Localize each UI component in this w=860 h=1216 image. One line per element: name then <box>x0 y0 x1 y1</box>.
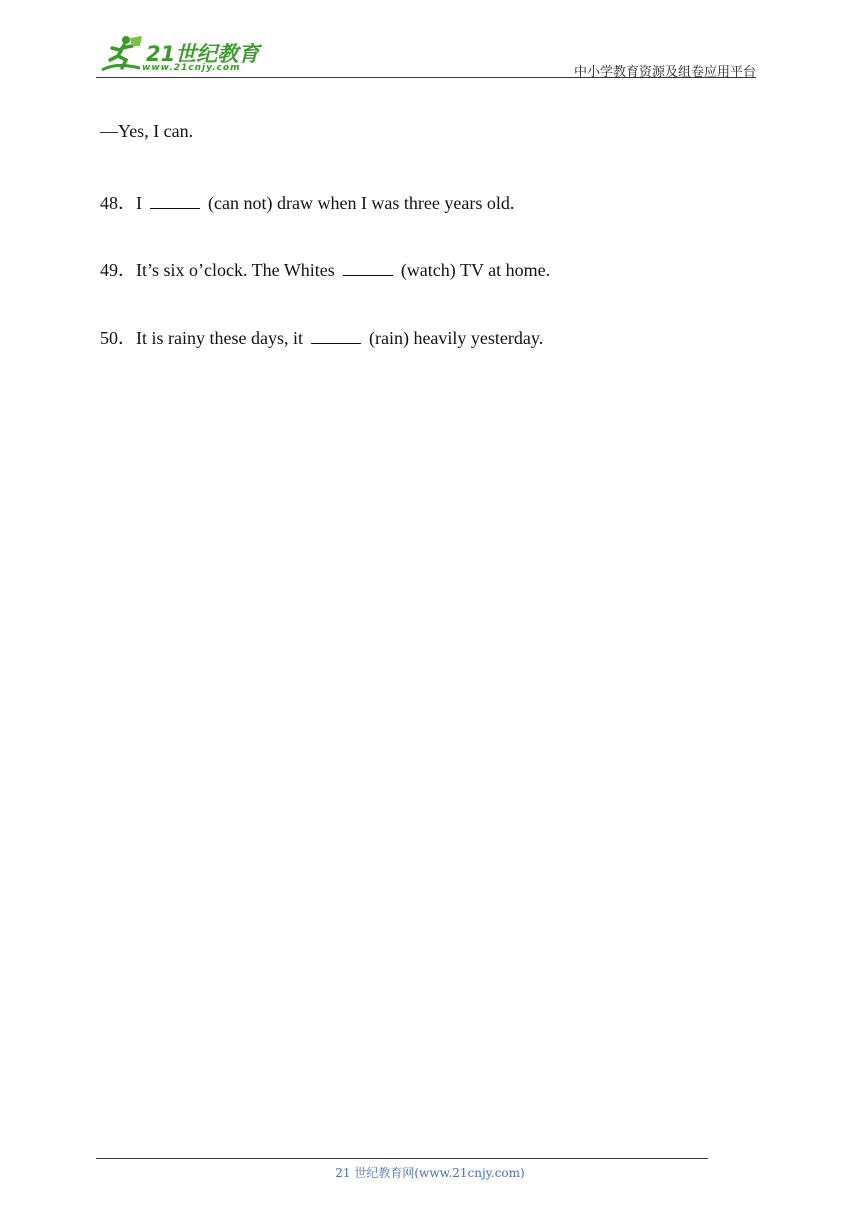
header-divider <box>96 77 756 78</box>
footer-text: 21 世纪教育网(www.21cnjy.com) <box>335 1166 525 1180</box>
question-50 <box>100 324 543 350</box>
answer-line: —Yes, I can. <box>100 121 194 141</box>
question-text-before: It’s six o’clock. The Whites <box>136 260 335 280</box>
question-text-after: (can not) draw when I was three years old. <box>208 193 515 213</box>
question-text-after: (watch) TV at home. <box>400 260 551 280</box>
answer-blank[interactable] <box>311 329 361 344</box>
question-number: 50． <box>100 328 136 348</box>
question-48 <box>100 189 514 215</box>
question-number: 48． <box>100 193 136 213</box>
question-49 <box>100 256 550 282</box>
page-header <box>96 32 756 82</box>
footer-divider <box>96 1158 708 1159</box>
answer-blank[interactable] <box>150 194 200 209</box>
platform-title: 中小学教育资源及组卷应用平台 <box>573 65 756 80</box>
logo-url: www.21cnjy.com <box>142 63 241 73</box>
question-text-before: It is rainy these days, it <box>136 328 303 348</box>
question-text-after: (rain) heavily yesterday. <box>368 328 544 348</box>
logo <box>96 32 266 78</box>
logo-text: 21世纪教育 <box>146 42 260 66</box>
question-text-before: I <box>136 193 142 213</box>
answer-blank[interactable] <box>343 261 393 276</box>
question-number: 49． <box>100 260 136 280</box>
